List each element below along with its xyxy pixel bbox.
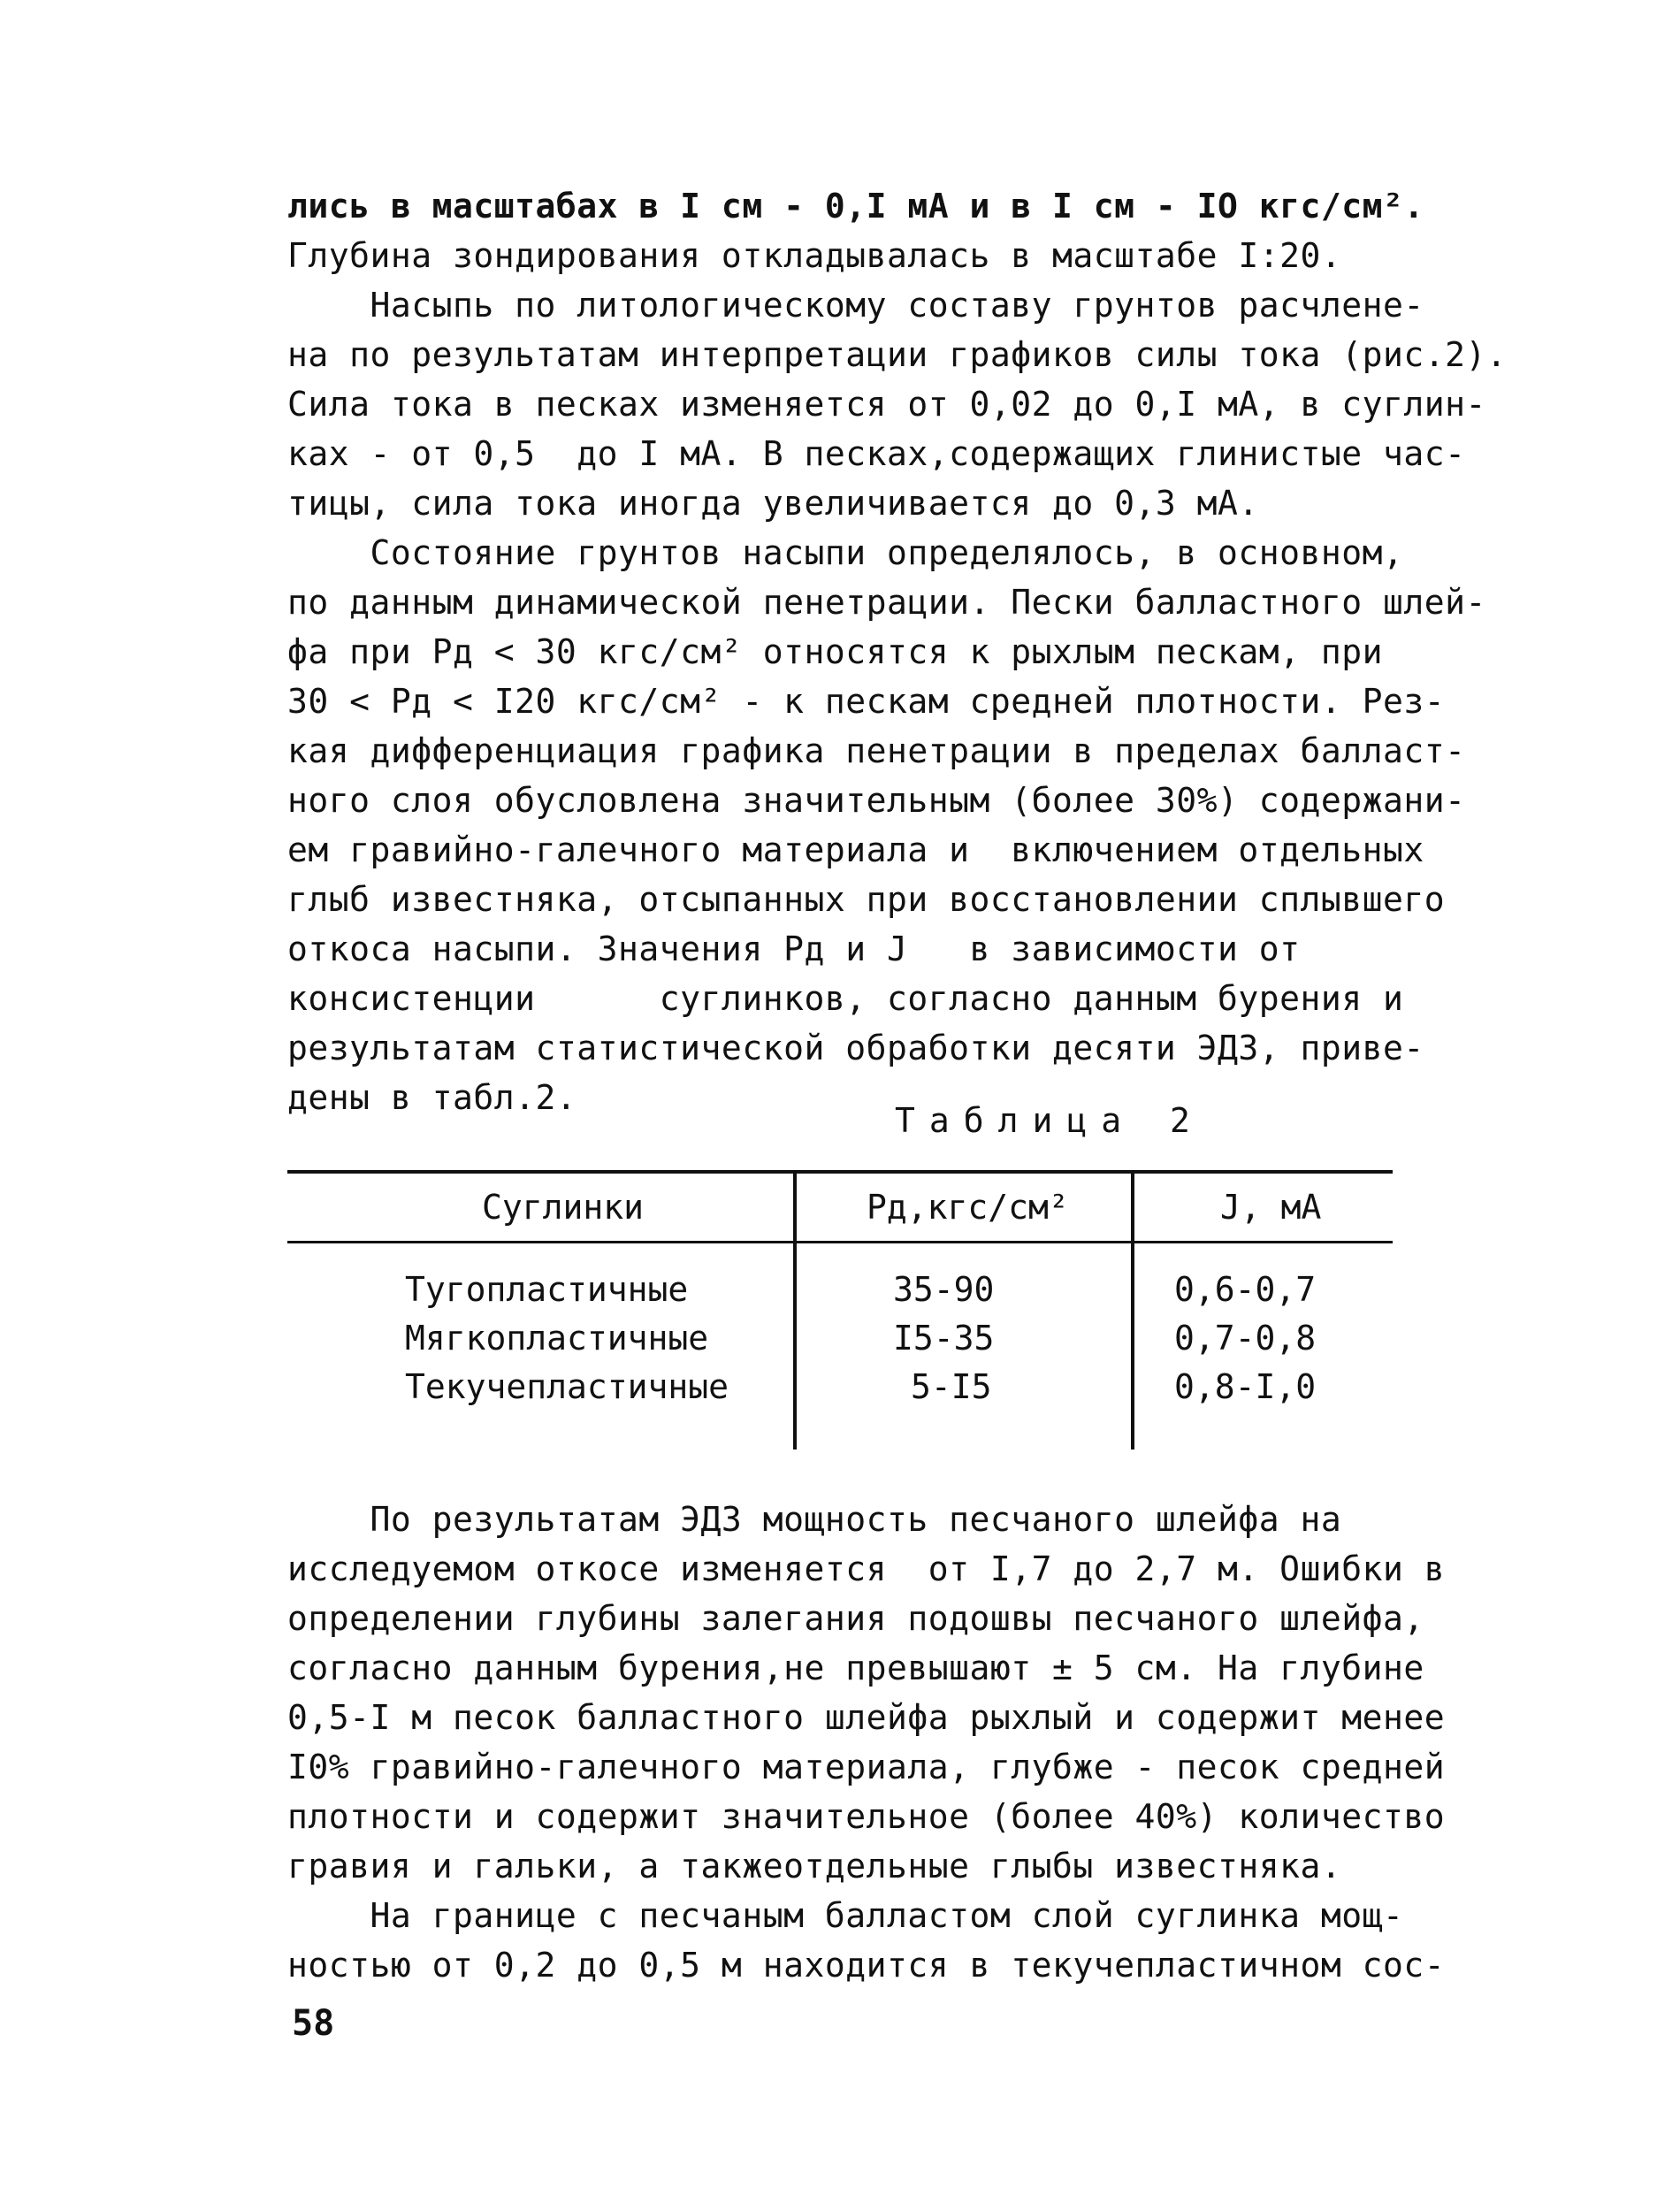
text-line: гравия и гальки, а такжеотдельные глыбы известняка.: [287, 1847, 1342, 1886]
text-line: глыб известняка, отсыпанных при восстановлении сплывшего: [287, 880, 1446, 919]
text-line: исследуемом откосе изменяется от I,7 до 2,7 м. Ошибки в: [287, 1549, 1446, 1588]
text-line: тицы, сила тока иногда увеличивается до 0,3 мА.: [287, 484, 1259, 523]
table-top-rule: [287, 1170, 1393, 1174]
text-line: кая дифференциация графика пенетрации в пределах балласт-: [287, 731, 1466, 770]
text-line: дены в табл.2.: [287, 1078, 577, 1117]
table-header-rule: [287, 1241, 1393, 1243]
table-cell: 0,6-0,7: [1174, 1270, 1317, 1309]
table-column-divider: [1131, 1173, 1134, 1450]
text-line: плотности и содержит значительное (более 40%) количество: [287, 1797, 1446, 1836]
table-cell: 0,7-0,8: [1174, 1319, 1317, 1358]
text-line: на по результатам интерпретации графиков силы тока (рис.2).: [287, 335, 1508, 374]
table-cell: 35-90: [893, 1270, 995, 1309]
table-cell: Текучепластичные: [405, 1367, 729, 1406]
table-column-divider: [793, 1173, 797, 1450]
text-line: 0,5-I м песок балластного шлейфа рыхлый и содержит менее: [287, 1698, 1446, 1737]
table-header-cell: Pд,кгс/см²: [867, 1188, 1069, 1227]
text-line: определении глубины залегания подошвы песчаного шлейфа,: [287, 1599, 1424, 1638]
text-line: Состояние грунтов насыпи определялось, в основном,: [287, 533, 1404, 572]
text-line: результатам статистической обработки десяти ЭДЗ, приве-: [287, 1029, 1424, 1067]
text-line: ем гравийно-галечного материала и включением отдельных: [287, 830, 1424, 869]
text-line: ках - от 0,5 до I мА. В песках,содержащих глинистые час-: [287, 434, 1466, 473]
text-line: По результатам ЭДЗ мощность песчаного шлейфа на: [287, 1500, 1342, 1539]
table-cell: 0,8-I,0: [1174, 1367, 1317, 1406]
text-line: ного слоя обусловлена значительным (более 30%) содержани-: [287, 781, 1466, 820]
text-line: ностью от 0,2 до 0,5 м находится в текучепластичном сос-: [287, 1946, 1446, 1985]
table-cell: Тугопластичные: [405, 1270, 689, 1309]
table-caption: Таблица 2: [895, 1101, 1204, 1140]
text-line: откоса насыпи. Значения Pд и J в зависимости от: [287, 929, 1301, 968]
table-cell: 5-I5: [911, 1367, 992, 1406]
page-number: 58: [292, 2003, 335, 2044]
text-line: I0% гравийно-галечного материала, глубже - песок средней: [287, 1748, 1446, 1786]
text-line: Насыпь по литологическому составу грунтов расчлене-: [287, 286, 1424, 325]
table-header-cell: J, мА: [1220, 1188, 1322, 1227]
text-line: Сила тока в песках изменяется от 0,02 до 0,I мА, в суглин-: [287, 385, 1486, 424]
text-line: консистенции суглинков, согласно данным бурения и: [287, 979, 1404, 1018]
text-line: фа при Pд < 30 кгс/см² относятся к рыхлым пескам, при: [287, 632, 1384, 671]
paragraph-top: [287, 181, 1508, 1122]
text-line: по данным динамической пенетрации. Пески балластного шлей-: [287, 583, 1486, 622]
text-line: 30 < Pд < I20 кгс/см² - к пескам средней плотности. Рез-: [287, 682, 1446, 721]
table-cell: Мягкопластичные: [405, 1319, 709, 1358]
text-line: лись в масштабах в I см - 0,I мА и в I см - IO кгс/см².: [287, 187, 1424, 226]
table-cell: I5-35: [893, 1319, 995, 1358]
text-line: Глубина зондирования откладывалась в масштабе I:20.: [287, 236, 1342, 275]
text-line: На границе с песчаным балластом слой суглинка мощ-: [287, 1896, 1404, 1935]
text-line: согласно данным бурения,не превышают ± 5 см. На глубине: [287, 1648, 1424, 1687]
paragraph-bottom: [287, 1495, 1455, 1990]
table-header-cell: Суглинки: [482, 1188, 645, 1227]
